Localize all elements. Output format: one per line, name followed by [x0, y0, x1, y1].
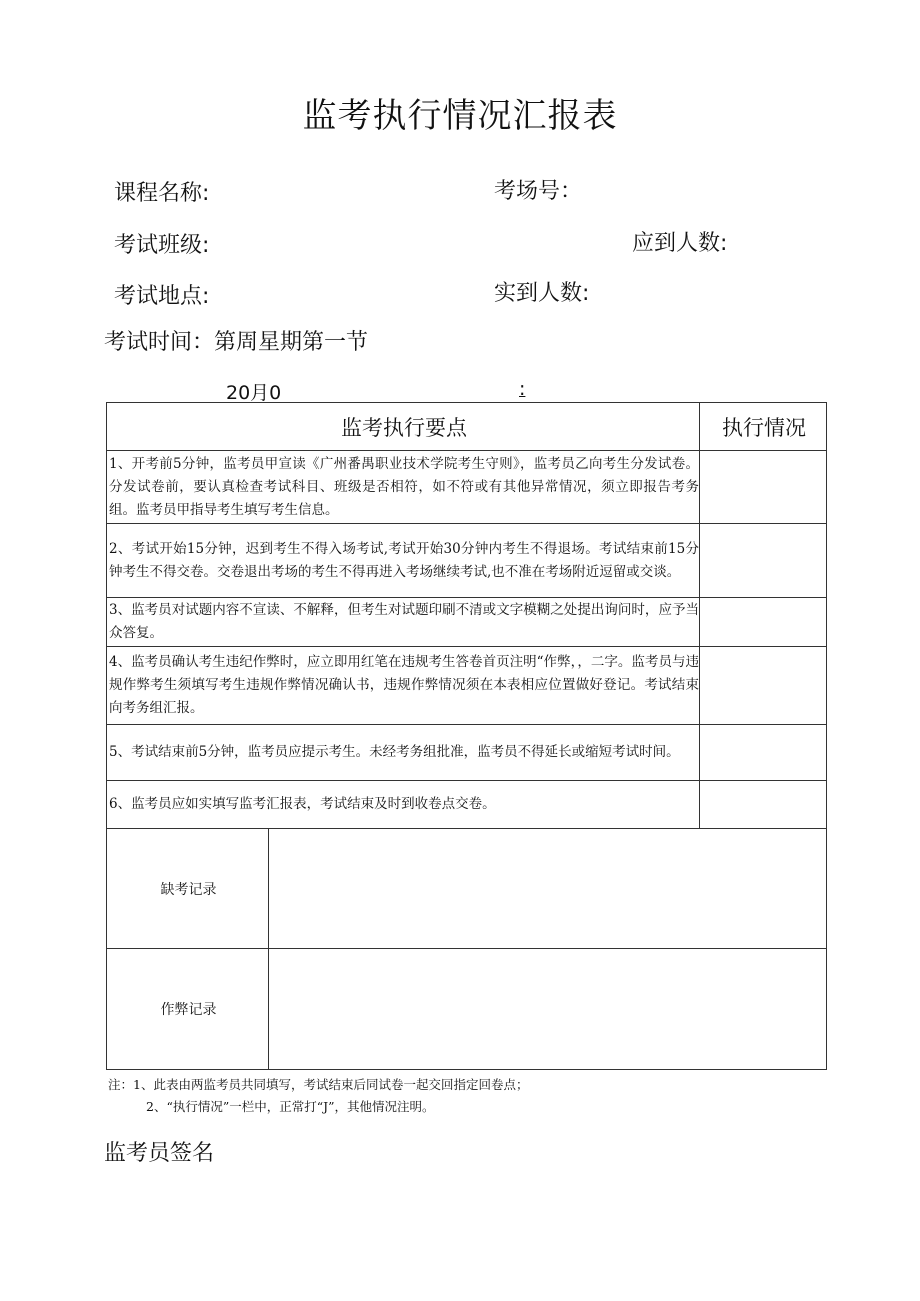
status-cell-1[interactable]: [700, 451, 827, 524]
cheating-record-label: 作弊记录: [107, 949, 269, 1070]
absence-record-label: 缺考记录: [107, 829, 269, 949]
signature-label: 监考员签名: [104, 1141, 215, 1166]
requirement-6: 6、监考员应如实填写监考汇报表，考试结束及时到收卷点交卷。: [107, 781, 700, 829]
requirement-5: 5、考试结束前5分钟，监考员应提示考生。未经考务组批准，监考员不得延长或缩短考试时间。: [107, 725, 700, 781]
actual-count-label: 实到人数:: [494, 281, 590, 306]
status-cell-5[interactable]: [700, 725, 827, 781]
header-status: 执行情况: [700, 403, 827, 451]
exam-class-label: 考试班级:: [114, 233, 210, 258]
header-points: 监考执行要点: [107, 403, 700, 451]
note-line-2: 2、“执行情况”一栏中，正常打“J”，其他情况注明。: [146, 1099, 435, 1114]
exam-date-colon: :: [519, 378, 526, 400]
exam-room-label: 考场号：: [494, 179, 583, 204]
exam-location-label: 考试地点:: [114, 284, 210, 309]
status-cell-2[interactable]: [700, 524, 827, 598]
supervision-table: [106, 402, 827, 1070]
cheating-record-field[interactable]: [269, 949, 827, 1070]
absence-record-field[interactable]: [269, 829, 827, 949]
requirement-1: 1、开考前5分钟，监考员甲宣读《广州番禺职业技术学院考生守则》，监考员乙向考生分发试卷。分发试卷前，要认真检查考试科目、班级是否相符，如不符或有其他异常情况，须立即报告考务组。监考员甲指导考生填写考生信息。: [107, 451, 700, 524]
course-name-label: 课程名称:: [114, 181, 210, 206]
status-cell-6[interactable]: [700, 781, 827, 829]
requirement-4: 4、监考员确认考生违纪作弊时，应立即用红笔在违规考生答卷首页注明“作弊，，二字。监考员与违规作弊考生须填写考生违规作弊情况确认书，违规作弊情况须在本表相应位置做好登记。考试结束向考务组汇报。: [107, 647, 700, 725]
requirement-2: 2、考试开始15分钟，迟到考生不得入场考试,考试开始30分钟内考生不得退场。考试结束前15分钟考生不得交卷。交卷退出考场的考生不得再进入考场继续考试,也不准在考场附近逗留或交谈。: [107, 524, 700, 598]
exam-date: 20月0: [226, 382, 282, 404]
status-cell-4[interactable]: [700, 647, 827, 725]
requirement-3: 3、监考员对试题内容不宣读、不解释，但考生对试题印刷不清或文字模糊之处提出询问时，应予当众答复。: [107, 598, 700, 647]
expected-count-label: 应到人数:: [632, 231, 728, 256]
page-title: 监考执行情况汇报表: [302, 96, 618, 136]
note-line-1: 注：1、此表由两监考员共同填写，考试结束后同试卷一起交回指定回卷点；: [108, 1077, 529, 1092]
exam-time-label: 考试时间：第周星期第一节: [104, 330, 369, 355]
status-cell-3[interactable]: [700, 598, 827, 647]
